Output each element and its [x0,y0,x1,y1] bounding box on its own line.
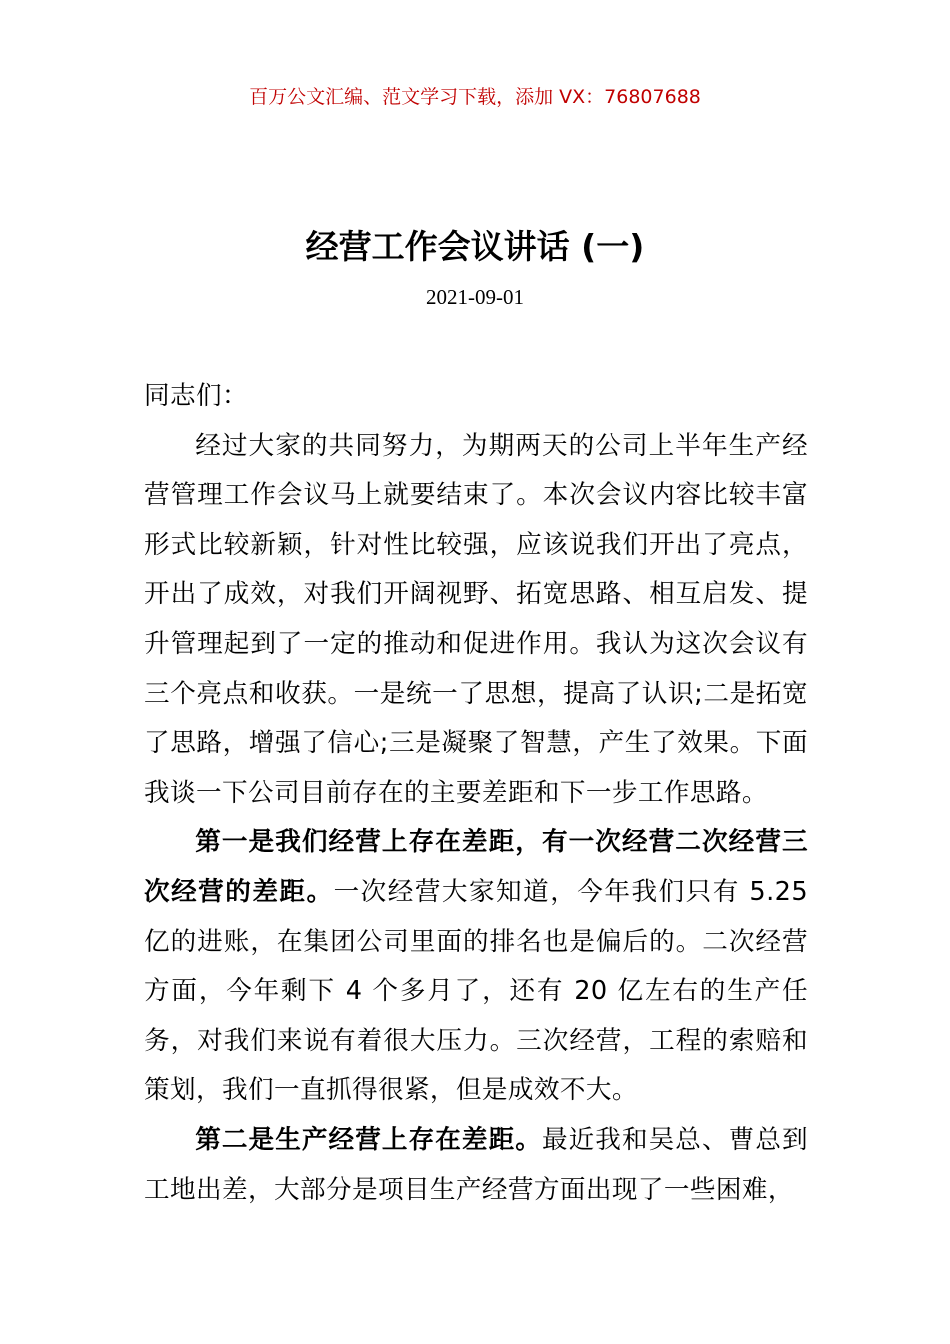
paragraph-1 [144,422,808,819]
paragraph-1-text: 经过大家的共同努力，为期两天的公司上半年生产经营管理工作会议马上就要结束了。本次会议内容比较丰富形式比较新颖，针对性比较强，应该说我们开出了亮点，开出了成效，对我们开阔视野、拓宽思路、相互启发、提升管理起到了一定的推动和促进作用。我认为这次会议有三个亮点和收获。一是统一了思想，提高了认识;二是拓宽了思路，增强了信心;三是凝聚了智慧，产生了效果。下面我谈一下公司目前存在的主要差距和下一步工作思路。 [144,430,808,808]
document-body [144,372,808,1215]
document-title: 经营工作会议讲话 (一) [305,227,645,266]
paragraph-3 [144,1116,808,1215]
paragraph-2 [144,818,808,1116]
paragraph-2-lead: 第一是我们经营上存在差距，有一次经营二次经营三次经营的差距。 [144,827,808,907]
salutation: 同志们： [144,381,248,411]
download-banner: 百万公文汇编、范文学习下载，添加 VX：76807688 [249,86,701,108]
paragraph-2-text: 一次经营大家知道，今年我们只有 5.25 亿的进账，在集团公司里面的排名也是偏后的。二次经营方面，今年剩下 4 个多月了，还有 20 亿左右的生产任务，对我们来说有着很大压力。三次经营，工程的索赔和策划，我们一直抓得很紧，但是成效不大。 [144,876,808,1106]
document-date: 2021-09-01 [426,285,524,309]
paragraph-3-text: 最近我和吴总、曹总到工地出差，大部分是项目生产经营方面出现了一些困难， [144,1124,808,1205]
paragraph-3-lead: 第二是生产经营上存在差距。 [195,1124,542,1155]
